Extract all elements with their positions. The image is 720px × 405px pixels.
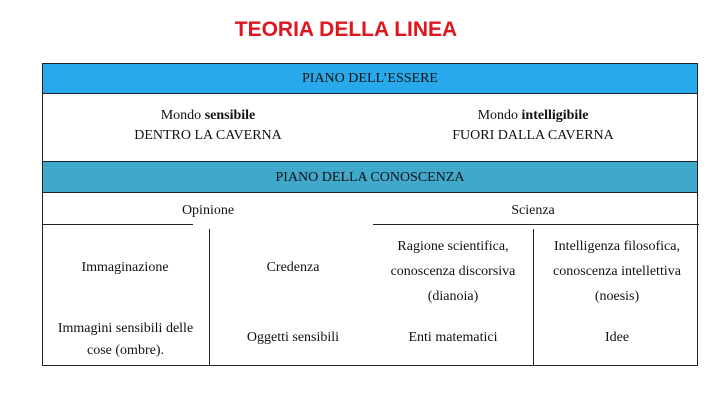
grado-credenza: Credenza bbox=[266, 260, 320, 275]
opinione-label: Opinione bbox=[181, 203, 235, 218]
grado-intelligenza-filosofica: Intelligenza filosofica, conoscenza intellettiva (noesis) bbox=[553, 239, 681, 304]
grado-ragione-scientifica: Ragione scientifica, conoscenza discorsiva (dianoia) bbox=[390, 239, 516, 304]
column-divider-3 bbox=[533, 229, 534, 366]
mondo-intelligibile-subtitle: FUORI DALLA CAVERNA bbox=[452, 128, 614, 143]
oggetto-idee: Idee bbox=[604, 330, 630, 345]
oggetto-immagini-sensibili: Immagini sensibili delle cose (ombre). bbox=[57, 321, 194, 358]
grado-immaginazione: Immaginazione bbox=[81, 260, 169, 275]
column-divider-1 bbox=[209, 229, 210, 366]
oggetto-enti-matematici: Enti matematici bbox=[408, 330, 498, 345]
piano-essere-header: PIANO DELL’ESSERE bbox=[43, 64, 697, 94]
piano-conoscenza-header: PIANO DELLA CONOSCENZA bbox=[43, 161, 697, 193]
scienza-label: Scienza bbox=[511, 203, 555, 218]
mondo-intelligibile-title: Mondo intelligibile bbox=[477, 108, 589, 123]
mondo-sensibile-title: Mondo sensibile bbox=[160, 108, 256, 123]
mondo-sensibile-subtitle: DENTRO LA CAVERNA bbox=[134, 128, 282, 143]
mondo-intelligibile-cell bbox=[398, 106, 668, 146]
line-theory-table bbox=[42, 63, 698, 366]
divider-scienza bbox=[373, 224, 699, 225]
oggetto-oggetti-sensibili: Oggetti sensibili bbox=[246, 330, 340, 345]
divider-opinione-left bbox=[43, 224, 193, 225]
mondo-sensibile-cell bbox=[73, 106, 343, 146]
page-title: TEORIA DELLA LINEA bbox=[234, 18, 458, 41]
